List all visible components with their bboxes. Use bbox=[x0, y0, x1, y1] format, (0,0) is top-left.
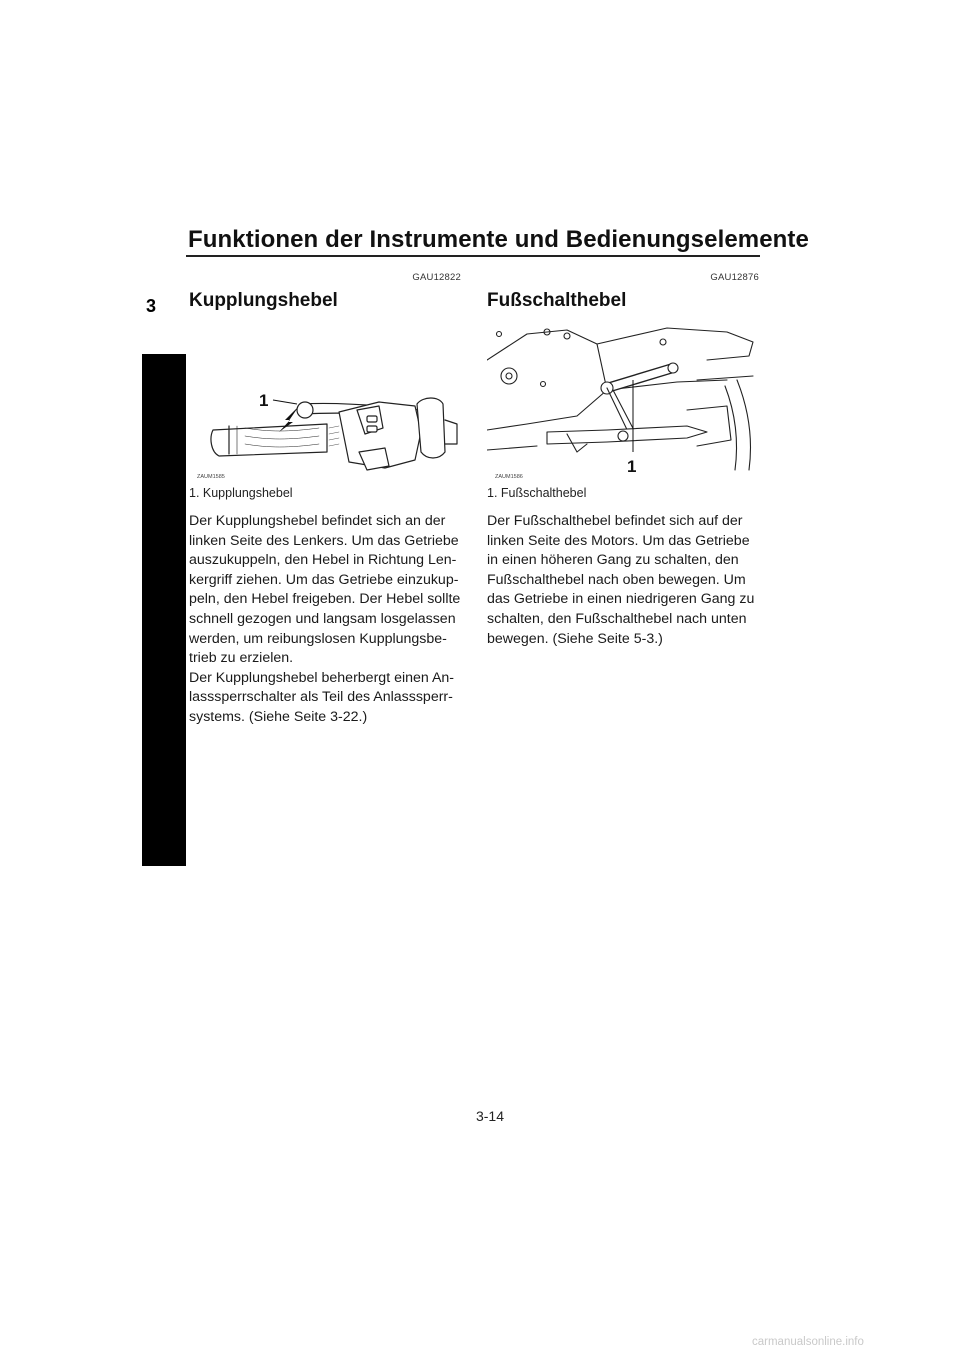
figure-caption: 1. Fußschalthebel bbox=[487, 486, 587, 500]
section-title: Fußschalthebel bbox=[487, 290, 627, 311]
figure-callout: 1 bbox=[627, 457, 637, 476]
shift-pedal-figure bbox=[487, 320, 759, 480]
section-body bbox=[189, 512, 461, 728]
section-shift-pedal bbox=[487, 272, 759, 649]
figure-code: ZAUM1585 bbox=[197, 474, 225, 480]
section-body bbox=[487, 512, 759, 649]
figure-caption: 1. Kupplungshebel bbox=[189, 486, 293, 500]
shift-pedal-illustration bbox=[487, 320, 759, 480]
figure-code: ZAUM1586 bbox=[495, 474, 523, 480]
clutch-lever-figure bbox=[189, 320, 461, 480]
page-header-title: Funktionen der Instrumente und Bedienungselemente bbox=[188, 226, 809, 253]
section-code: GAU12876 bbox=[710, 272, 759, 283]
chapter-number: 3 bbox=[146, 296, 157, 316]
page-number: 3-14 bbox=[475, 1108, 505, 1124]
chapter-tab bbox=[142, 354, 186, 866]
body-paragraph: Der Kupplungshebel befindet sich an der linken Seite des Lenkers. Um das Getriebe auszukuppeln, den Hebel in Richtung Len-kergriff ziehen. Um das Getriebe einzukup-peln, den Hebel freigeben. Der Hebel sollte schnell gezogen und langsam losgelassen werden, um reibungslosen Kupplungsbe-trieb zu erzielen. bbox=[189, 513, 461, 667]
section-title: Kupplungshebel bbox=[189, 290, 338, 311]
section-clutch-lever bbox=[189, 272, 461, 728]
header-rule bbox=[186, 255, 760, 257]
clutch-lever-illustration bbox=[189, 320, 461, 480]
body-paragraph: Der Kupplungshebel beherbergt einen An-lasssperrschalter als Teil des Anlasssperr-systems. (Siehe Seite 3-22.) bbox=[189, 669, 455, 725]
watermark: carmanualsonline.info bbox=[752, 1336, 864, 1348]
figure-callout: 1 bbox=[259, 391, 269, 410]
body-paragraph: Der Fußschalthebel befindet sich auf der linken Seite des Motors. Um das Getriebe in einen höheren Gang zu schalten, den Fußschalthebel nach oben bewegen. Um das Getriebe in einen niedrigeren Gang zu schalten, den Fußschalthebel nach unten bewegen. (Siehe Seite 5-3.) bbox=[487, 513, 755, 647]
section-code: GAU12822 bbox=[412, 272, 461, 283]
